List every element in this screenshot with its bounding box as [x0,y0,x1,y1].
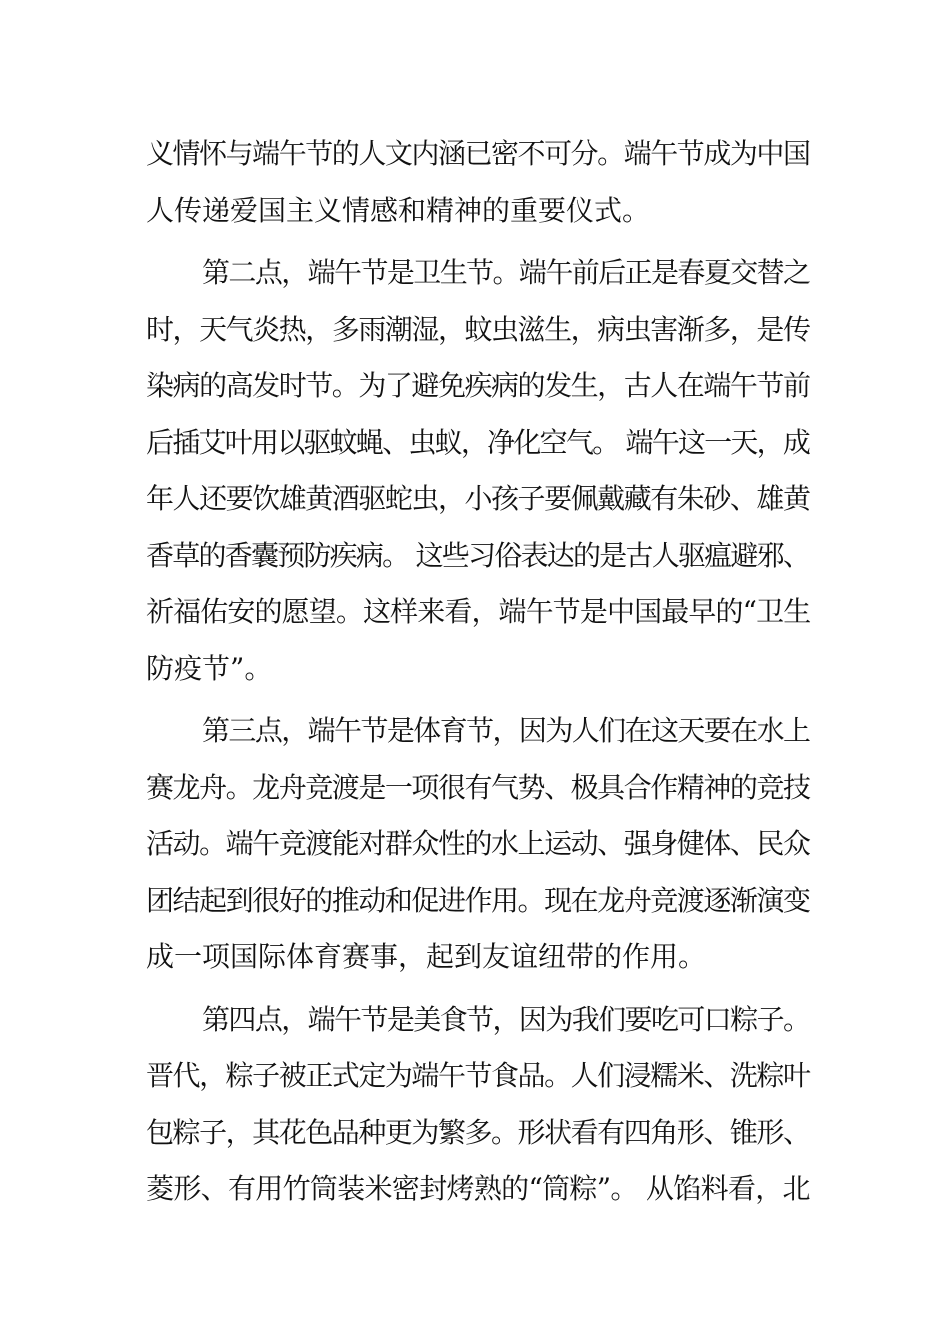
text-line: 义情怀与端午节的人文内涵已密不可分。端午节成为中国 [146,137,810,170]
paragraph-first-line: 第二点，端午节是卫生节。端午前后正是春夏交替之 [202,256,810,289]
text-line: 防疫节”。 [146,651,273,685]
paragraph-first-line: 第三点，端午节是体育节，因为人们在这天要在水上 [202,714,810,747]
text-line: 人传递爱国主义情感和精神的重要仪式。 [146,193,651,227]
text-line: 活动。端午竞渡能对群众性的水上运动、强身健体、民众 [146,827,810,860]
text-line: 包粽子，其花色品种更为繁多。形状看有四角形、锥形、 [146,1115,810,1149]
text-line: 成一项国际体育赛事，起到友谊纽带的作用。 [146,940,707,973]
text-line: 香草的香囊预防疾病。 这些习俗表达的是古人驱瘟避邪、 [146,538,810,572]
text-line: 后插艾叶用以驱蚊蝇、虫蚁，净化空气。 端午这一天，成 [146,425,810,459]
text-line: 年人还要饮雄黄酒驱蛇虫，小孩子要佩戴藏有朱砂、雄黄 [146,482,810,515]
text-line: 晋代，粽子被正式定为端午节食品。人们浸糯米、洗粽叶 [146,1059,810,1092]
text-line: 时，天气炎热，多雨潮湿，蚊虫滋生，病虫害渐多，是传 [146,312,810,346]
body-text [146,126,811,1218]
text-line: 祈福佑安的愿望。这样来看，端午节是中国最早的“卫生 [146,595,811,628]
text-line: 菱形、有用竹筒装米密封烤熟的“筒粽”。 从馅料看，北 [146,1172,810,1205]
text-line: 团结起到很好的推动和促进作用。现在龙舟竞渡逐渐演变 [146,883,810,917]
text-line: 赛龙舟。龙舟竞渡是一项很有气势、极具合作精神的竞技 [146,770,810,804]
paragraph-first-line: 第四点，端午节是美食节，因为我们要吃可口粽子。 [202,1002,810,1036]
text-line: 染病的高发时节。为了避免疾病的发生，古人在端午节前 [146,369,810,402]
